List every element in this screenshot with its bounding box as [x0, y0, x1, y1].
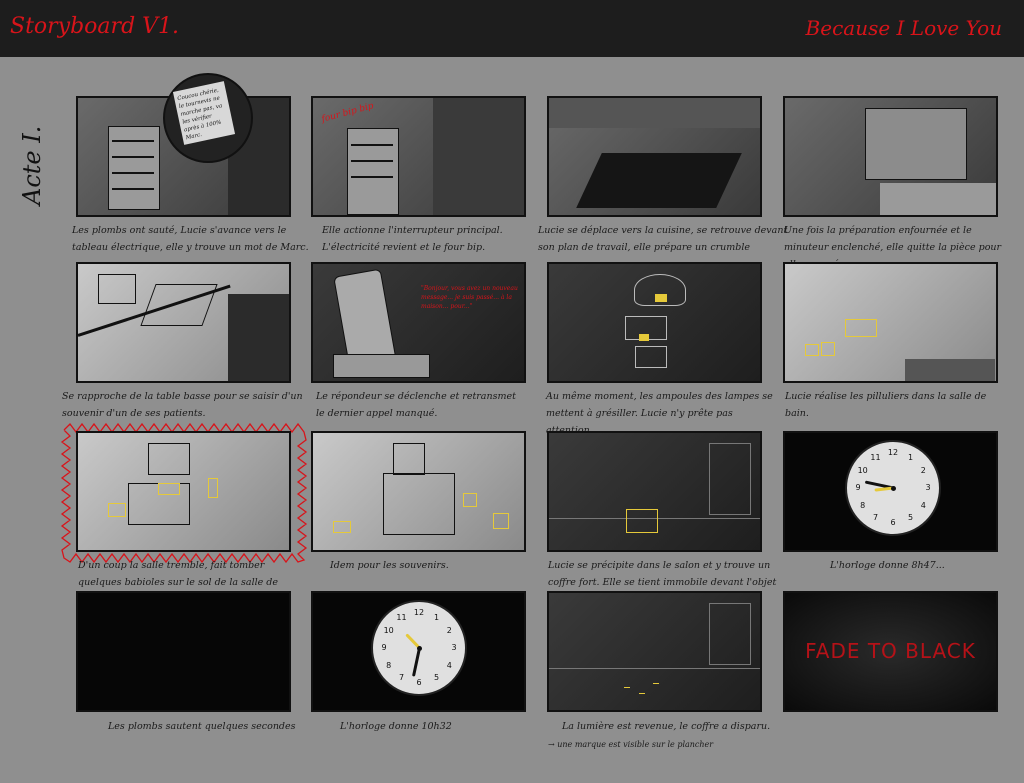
clock-number: 3	[925, 483, 931, 492]
panel-3	[547, 96, 762, 217]
panel-12	[783, 431, 998, 552]
panel-13-caption: Les plombs sautent quelques secondes	[108, 721, 296, 732]
clock-number: 2	[920, 465, 926, 475]
clock-number: 2	[446, 625, 452, 635]
panel-12-caption: L'horloge donne 8h47...	[830, 560, 945, 571]
clock-8-47	[845, 440, 941, 536]
panel-4	[783, 96, 998, 217]
minute-hand	[412, 648, 421, 677]
clock-number: 1	[907, 452, 914, 462]
clock-number: 8	[386, 660, 392, 670]
panel-2	[311, 96, 526, 217]
panel-9	[76, 431, 291, 552]
panel-10	[311, 431, 526, 552]
fade-to-black-text: FADE TO BLACK	[805, 639, 976, 663]
panel-5-caption: Se rapproche de la table basse pour se saisir d'un souvenir d'un de ses patients.	[62, 391, 303, 419]
clock-number: 4	[920, 500, 926, 510]
clock-number: 12	[887, 448, 899, 457]
clock-number: 11	[396, 612, 407, 622]
panel-11	[547, 431, 762, 552]
clock-number: 1	[433, 612, 440, 622]
sfx-text: four bip bip	[320, 101, 375, 125]
panel-11-caption: Lucie se précipite dans le salon et y trouve un coffre fort. Elle se tient immobile devant l'objet	[548, 560, 777, 588]
panel-10-caption: Idem pour les souvenirs.	[330, 560, 449, 571]
panel-13	[76, 591, 291, 712]
clock-number: 9	[855, 483, 861, 492]
panel-14-caption: L'horloge donne 10h32	[340, 721, 452, 732]
panel-15-note: → une marque est visible sur le plancher	[548, 740, 714, 749]
panel-3-caption: Lucie se déplace vers la cuisine, se retrouve devant son plan de travail, elle prépare un crumble	[538, 225, 788, 253]
panel-14	[311, 591, 526, 712]
clock-10-32	[371, 600, 467, 696]
panel-15	[547, 591, 762, 712]
panel-2-caption: Elle actionne l'interrupteur principal. L'électricité revient et le four bip.	[322, 225, 503, 253]
panel-8-caption: Lucie réalise les pilluliers dans la salle de bain.	[785, 391, 987, 419]
panel-8	[783, 262, 998, 383]
clock-center	[417, 646, 422, 651]
clock-number: 6	[890, 518, 896, 527]
voicemail-text: "Bonjour, vous avez un nouveau message... je suis passé... à la maison... pour..."	[421, 285, 518, 310]
panel-6-caption: Le répondeur se déclenche et retransmet le dernier appel manqué.	[316, 391, 516, 419]
panel-6	[311, 262, 526, 383]
clock-number: 10	[857, 465, 868, 475]
clock-number: 10	[383, 625, 394, 635]
note-paper: Coucou chérie, le tournevis ne marche pas, va les vérifier après à 100% Marc.	[173, 81, 235, 145]
clock-number: 4	[446, 660, 452, 670]
panel-15-caption: La lumière est revenue, le coffre a disparu.	[562, 721, 771, 732]
clock-number: 5	[433, 673, 440, 683]
clock-number: 11	[870, 452, 881, 462]
storyboard-title: Storyboard V1.	[10, 14, 180, 39]
clock-number: 7	[872, 513, 879, 523]
clock-number: 9	[381, 643, 387, 652]
clock-number: 7	[398, 673, 405, 683]
panel-1-caption: Les plombs ont sauté, Lucie s'avance vers le tableau électrique, elle y trouve un mot de Marc.	[72, 225, 309, 253]
panel-5	[76, 262, 291, 383]
panel-7	[547, 262, 762, 383]
clock-number: 12	[413, 608, 425, 617]
panel-9-caption: D'un coup la salle tremble, fait tomber quelques babioles sur le sol de la salle de	[78, 560, 279, 588]
clock-number: 3	[451, 643, 457, 652]
panel-7-caption: Au même moment, les ampoules des lampes se mettent à grésiller. Lucie n'y prête pas	[546, 391, 773, 419]
header-bar	[0, 0, 1024, 57]
clock-number: 6	[416, 678, 422, 687]
project-title: Because I Love You	[805, 16, 1002, 40]
panel-4-caption: Une fois la préparation enfournée et le minuteur enclenché, elle quitte la pièce pour	[784, 225, 1002, 253]
panel-16	[783, 591, 998, 712]
clock-number: 8	[860, 500, 866, 510]
act-label: Acte I.	[18, 125, 46, 205]
clock-number: 5	[907, 513, 914, 523]
clock-center	[891, 486, 896, 491]
